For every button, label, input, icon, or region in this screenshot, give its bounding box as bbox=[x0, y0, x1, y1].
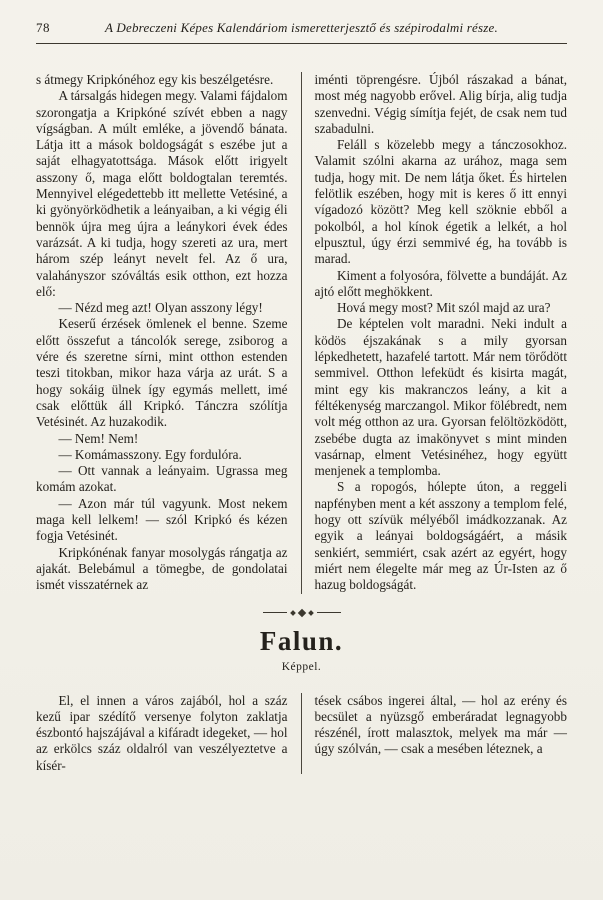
paragraph: Kiment a folyosóra, fölvette a bundáját. Az ajtó előtt meghökkent. bbox=[314, 267, 567, 299]
section-divider-ornament bbox=[36, 610, 567, 616]
ornament-diamond-icon bbox=[297, 608, 305, 616]
ornament-diamond-icon bbox=[308, 610, 314, 616]
story-title: Falun. bbox=[259, 625, 344, 656]
header-rule bbox=[36, 43, 567, 44]
page-number: 78 bbox=[36, 20, 50, 35]
paragraph: tések csábos ingerei által, — hol az erény és becsület a nyüzsgő emberáradat legnagyobb részénél, írott malasztok, melyek ma már — úgy szólván, — csak a mesében léteznek, a bbox=[314, 692, 567, 757]
paragraph-dialogue: — Nézd meg azt! Olyan asszony légy! bbox=[58, 300, 263, 316]
story-subtitle: Képpel. bbox=[281, 660, 322, 673]
paragraph: Keserű érzések ömlenek el benne. Szeme előtt összefut a táncolók serege, zsiborog a vére és szeretne sírni, mint otthon estenden teszi titokban, mikor haza várja az urát. S a hogy sokáig ülnek így egymás mellett, imé csak előttük áll Kripkó. Tánczra szólítja Vetésinét. Az huzakodik. bbox=[36, 316, 288, 430]
paragraph-dialogue: — Komámasszony. Egy fordulóra. bbox=[58, 446, 242, 462]
paragraph: S a ropogós, hólepte úton, a reggeli napfényben ment a két asszony a templom felé, hogy ott szívük mélyéből imádkozzanak. Az egyik a leányai boldogságáért, a másik senkiért, semmiért, csak azért az egyért, hogy miért nem élegelte már meg az Úr-Isten az ő hazug boldogságát. bbox=[314, 479, 567, 593]
paragraph: Hová megy most? Mit szól majd az ura? bbox=[336, 300, 551, 316]
ornament-line bbox=[317, 612, 341, 613]
paragraph: A társalgás hidegen megy. Valami fájdalom szorongatja a Kripkóné szívét ebben a nagy vígságban. A múlt emléke, a jövendő bánata. Látja itt a mások boldogságát s eszébe jut a saját elhagyatottsága. Mások előtt irigyelt asszony ő, maga előtt boldogtalan teremtés. Mennyivel elégedettebb itt mellette Vetésiné, a ki gyönyörködhetik a leányaiban, a ki végig éli bennök újra meg újra a leánykori évek édes varázsát. A ki tudja, hogy szereti az ura, mert három szép leányt nevelt fel. Az ő ura, valahányszor szóváltás esik otthon, ezt hozza elő: bbox=[36, 88, 288, 299]
paragraph-dialogue: — Azon már túl vagyunk. Most nekem maga kell lelkem! — szól Kripkó és kézen fogja Vetésinét. bbox=[36, 495, 288, 544]
paragraph: Feláll s közelebb megy a tánczosokhoz. Valamit szólni akarna az urához, maga sem tudja, hogy mit. De nem látja őket. És hirtelen felötlik eszében, hogy mit is keres ő itt ennyi vígadozó között? Meg kell szöknie ebből a pokolból, a hol kínok égetik a lelkét, a hol elpusztul, úgy érzi semmivé ég, ha tovább is marad. bbox=[314, 137, 567, 267]
page-header bbox=[36, 20, 567, 38]
left-column bbox=[36, 693, 302, 774]
paragraph: Kripkónénak fanyar mosolygás rángatja az ajakát. Belebámul a tömegbe, de gondolatai ismét visszatérnek az bbox=[36, 544, 288, 593]
story-end-section bbox=[36, 72, 567, 594]
paragraph-dialogue: — Ott vannak a leányaim. Ugrassa meg komám azokat. bbox=[36, 463, 288, 495]
ornament-diamond-icon bbox=[290, 610, 296, 616]
right-column bbox=[302, 72, 568, 594]
paragraph: iménti töprengésre. Újból rászakad a bánat, most még nagyobb erővel. Alig bírja, alig tudja szenvedni. Végig símítja fejét, de csak nem tud szabadulni. bbox=[314, 72, 567, 136]
paragraph-dialogue: — Nem! Nem! bbox=[58, 430, 139, 446]
paragraph: De képtelen volt maradni. Neki indult a ködös éjszakának s a mily gyorsan lépkedhetett, hazafelé tartott. Már nem törődött semmivel. Otthon lefeküdt és kisirta magát, mint egy kis makranczos leány, a kit a féltékenység marczangol. Mikor fölébredt, nem volt még otthon az ura. Gyorsan felöltözködött, zsebébe dugta az imakönyvet s mint minden vasárnap, elment Vetésinéhez, hogy együtt menjenek a templomba. bbox=[314, 316, 567, 479]
ornament-line bbox=[263, 612, 287, 613]
falun-section bbox=[36, 693, 567, 774]
right-column bbox=[302, 693, 568, 774]
running-title: A Debreczeni Képes Kalendáriom ismeretterjesztő és szépirodalmi része. bbox=[105, 20, 498, 35]
paragraph: El, el innen a város zajából, hol a száz kezű ipar szédítő versenye folyton zaklatja észbontó hajszájával a kifáradt idegeket, — hol az erkölcs száz oldalról van veszélyeztetve a kísér- bbox=[36, 692, 288, 773]
left-column bbox=[36, 72, 302, 594]
paragraph: s átmegy Kripkónéhoz egy kis beszélgetésre. bbox=[36, 72, 274, 87]
